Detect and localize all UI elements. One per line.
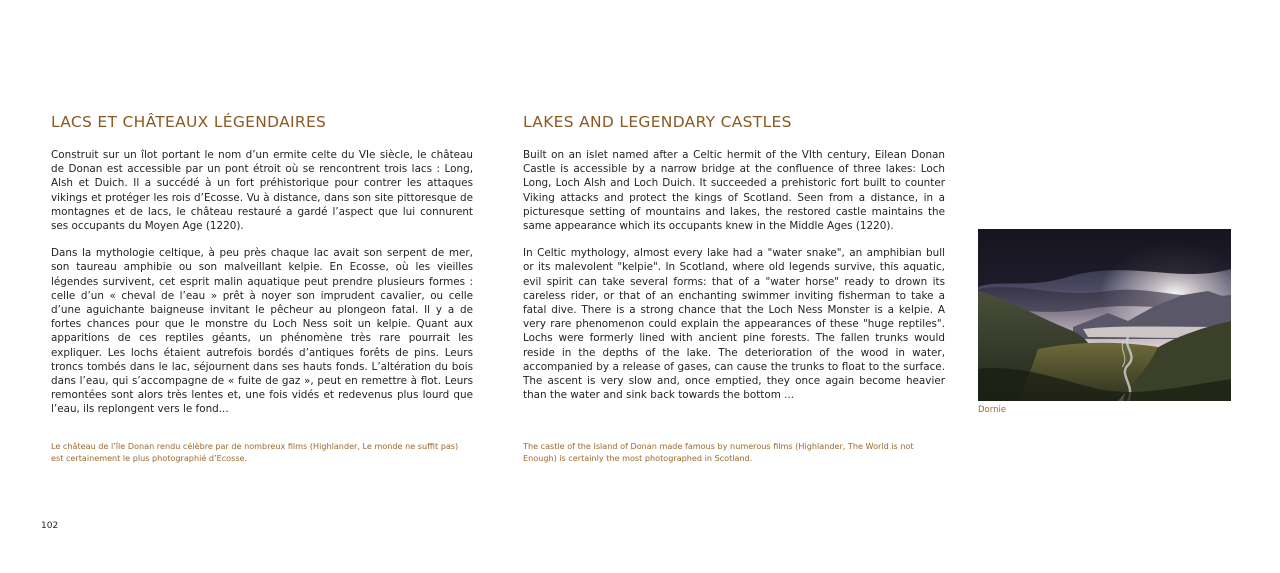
english-paragraph-2: In Celtic mythology, almost every lake had a "water snake", an amphibian bull or its malevolent "kelpie". In Scotland, where old legends survive, this aquatic, evil spirit can take several forms: that of a "water horse" ready to drown its careless rider, or that of an enchanting swimmer inviting fisherman to take a fatal dive. There is a strong chance that the Loch Ness Monster is a kelpie. A very rare phenomenon could explain the appearances of these "huge reptiles". Lochs were formerly lined with ancient pine forests. The fallen trunks would reside in the depths of the lake. The deterioration of the wood in water, accompanied by a release of gases, can cause the trunks to float to the surface. The ascent is very slow and, once emptied, they once again become heavier than the water and sink back towards the bottom ... xyxy=(523,247,945,402)
french-paragraph-2: Dans la mythologie celtique, à peu près chaque lac avait son serpent de mer, son taureau amphibie ou son malveillant kelpie. En Ecosse, où les vieilles légendes survivent, cet esprit malin aquatique peut prendre plusieurs formes : celle d’un « cheval de l’eau » prêt à noyer son imprudent cavalier, ou celle d’une aguichante baigneuse invitant le pêcheur au plongeon fatal. Il y a de fortes chances pour que le monstre du Loch Ness soit un kelpie. Quant aux apparitions de ces reptiles géants, un phénomène très rare pourrait les expliquer. Les lochs étaient autrefois bordés d’antiques forêts de pins. Leurs troncs tombés dans le lac, séjournent dans ses hauts fonds. L’altération du bois dans l’eau, qui s’accompagne de « fuite de gaz », peut en remettre à flot. Leurs remontées sont alors très lentes et, une fois vidés et redevenus plus lourd que l’eau, ils replongent vers le fond... xyxy=(51,247,473,416)
english-heading: LAKES AND LEGENDARY CASTLES xyxy=(523,113,792,131)
english-caption: The castle of the Island of Donan made famous by numerous films (Highlander, The World is not Enough) is certainly the most photographed in Scotland. xyxy=(523,441,914,464)
french-body xyxy=(51,148,473,430)
french-caption: Le château de l’île Donan rendu célèbre par de nombreux films (Highlander, Le monde ne suffit pas) est certainement le plus photographié d’Ecosse. xyxy=(51,441,459,464)
english-paragraph-1: Built on an islet named after a Celtic hermit of the VIth century, Eilean Donan Castle is accessible by a narrow bridge at the confluence of three lakes: Loch Long, Loch Alsh and Loch Duich. It succeeded a prehistoric fort built to counter Viking attacks and protect the kings of Scotland. Seen from a distance, in a picturesque setting of mountains and lakes, the restored castle maintains the same appearance which its occupants knew in the Middle Ages (1220). xyxy=(523,149,945,233)
landscape-photo xyxy=(978,229,1231,401)
english-body xyxy=(523,148,945,415)
photo-caption: Dornie xyxy=(978,405,1007,415)
french-heading: LACS ET CHÂTEAUX LÉGENDAIRES xyxy=(51,113,327,131)
french-paragraph-1: Construit sur un îlot portant le nom d’un ermite celte du VIe siècle, le château de Donan est accessible par un pont étroit où se rencontrent trois lacs : Long, Alsh et Duich. Il a succédé à un fort préhistorique pour contrer les attaques vikings et protéger les rois d’Ecosse. Vu à distance, dans son site pittoresque de montagnes et de lacs, le château restauré a gardé l’aspect que lui connurent ses occupants du Moyen Age (1220). xyxy=(51,149,473,233)
page-number: 102 xyxy=(41,521,59,531)
